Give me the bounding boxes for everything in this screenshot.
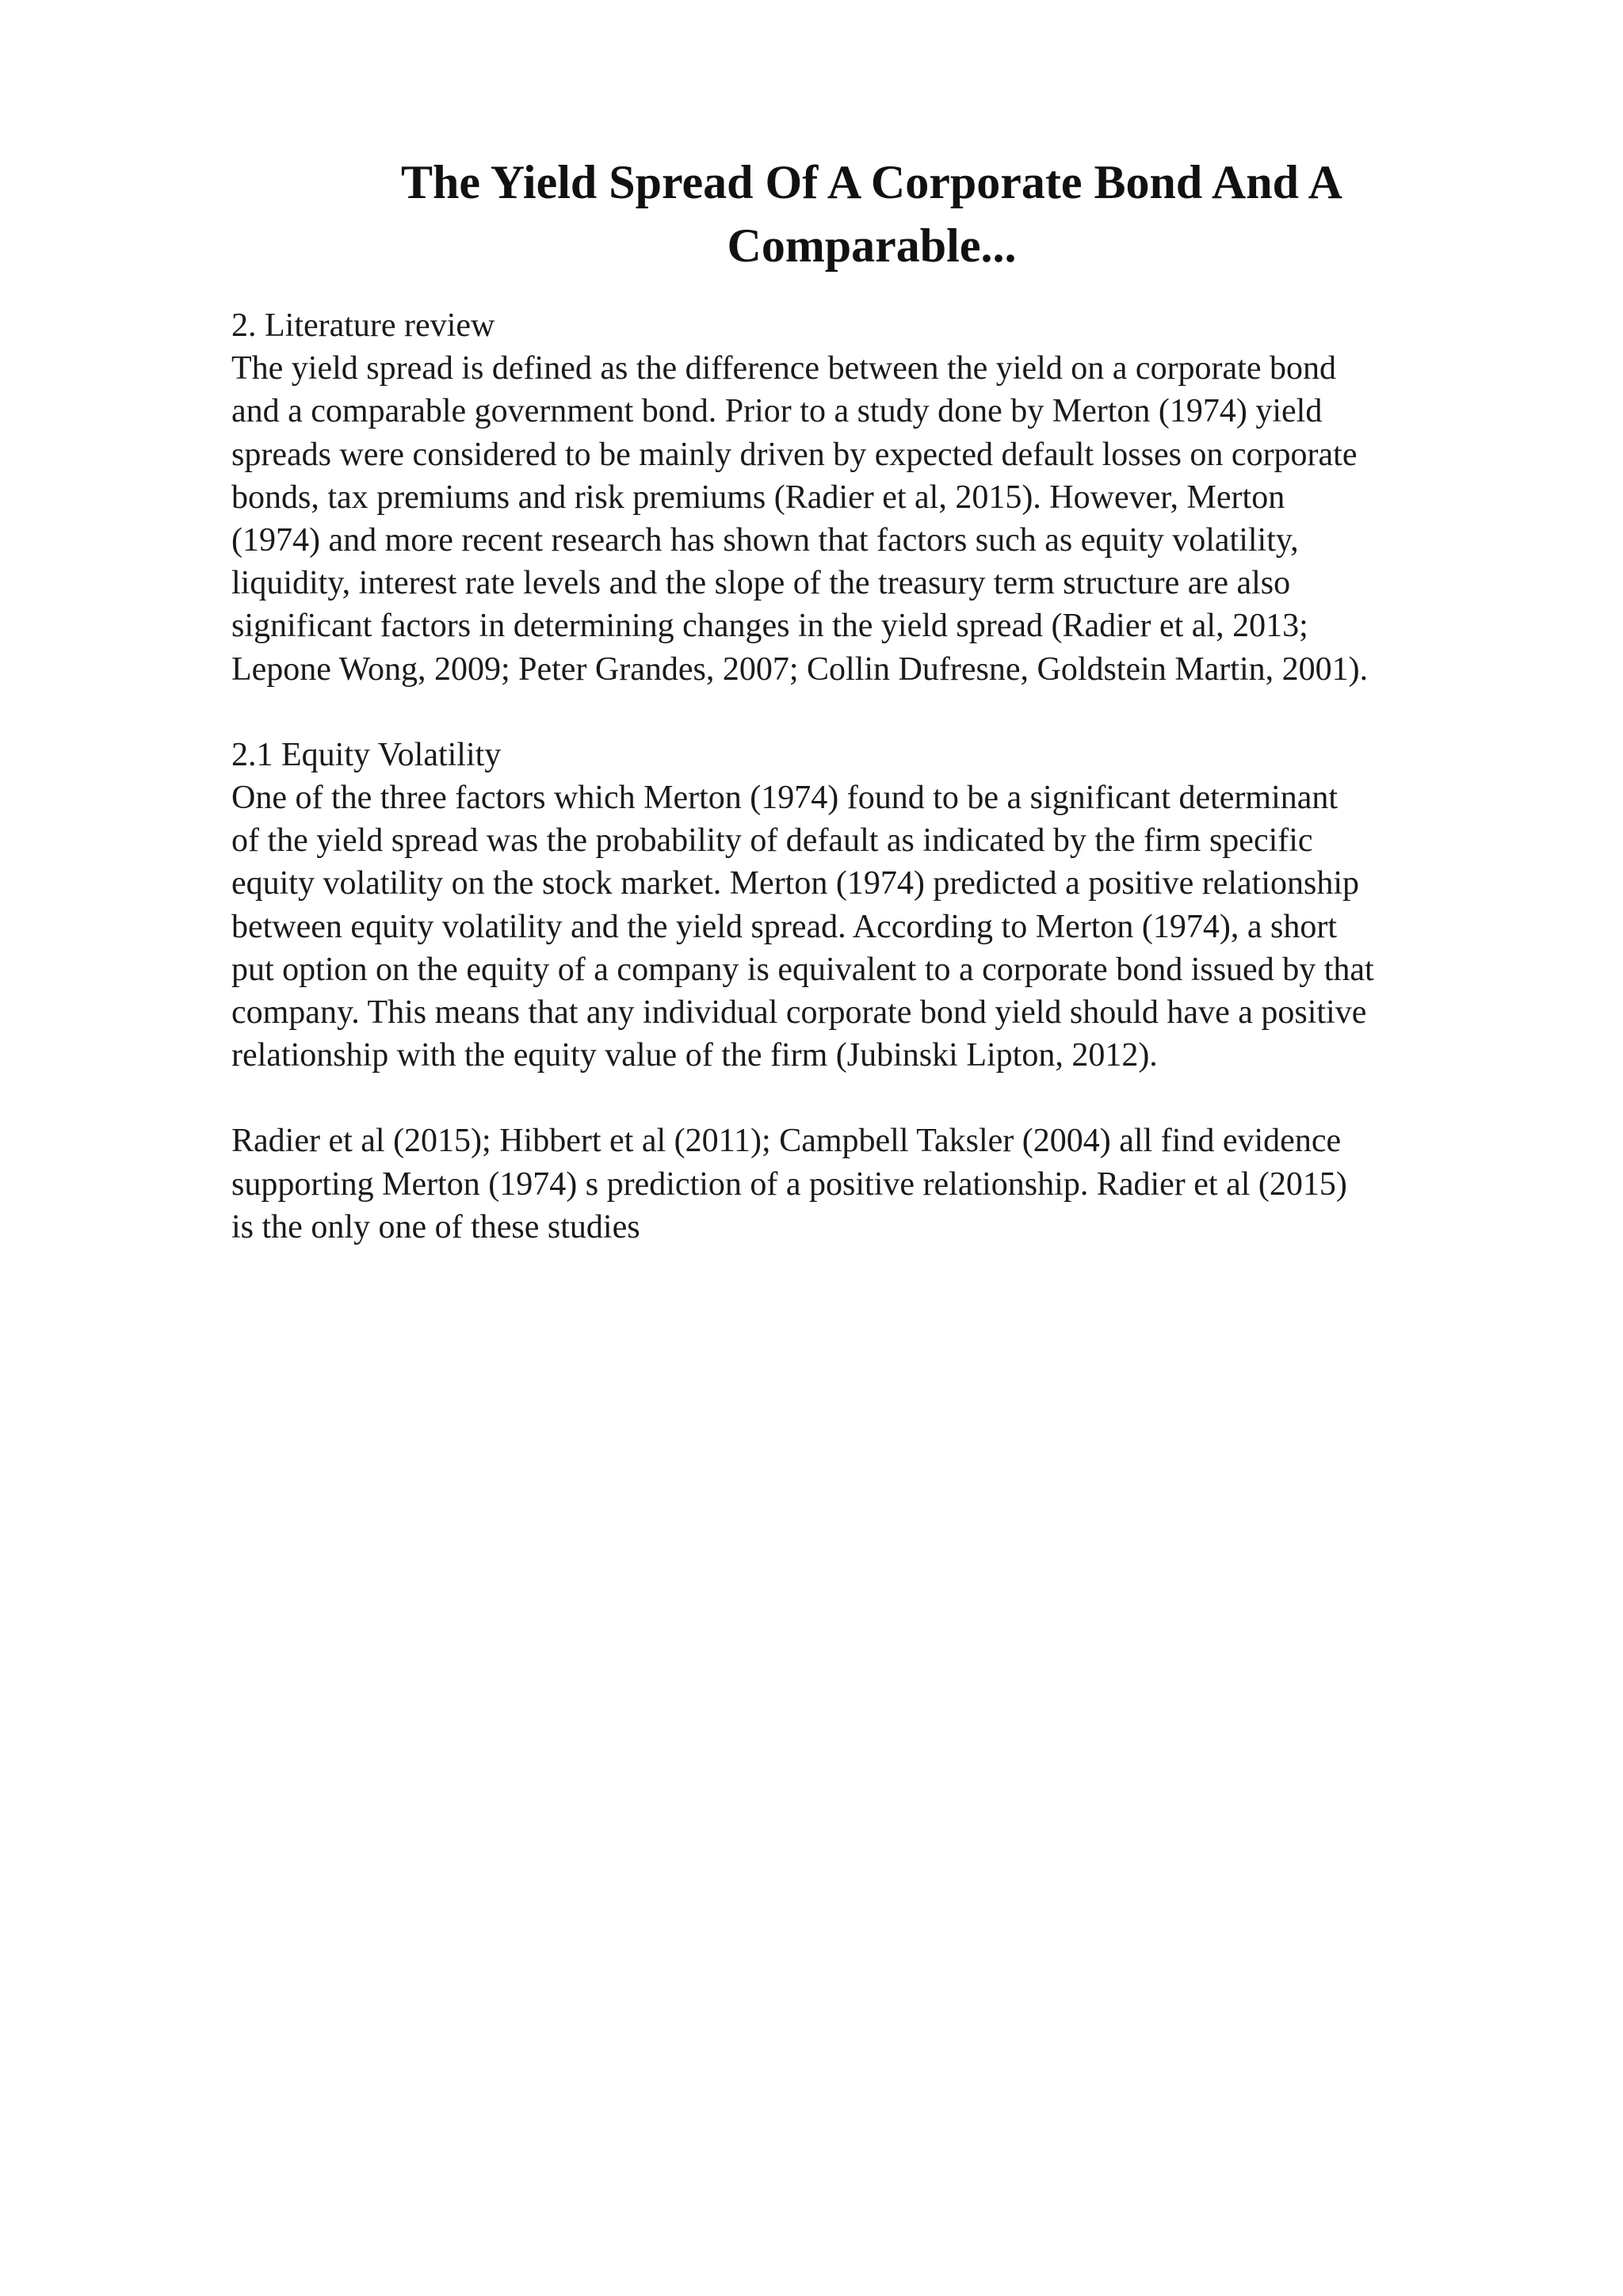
document-body <box>231 304 1531 1249</box>
paragraph-line: significant factors in determining changes in the yield spread (Radier et al, 2013; <box>231 608 1308 645</box>
paragraph-line: supporting Merton (1974) s prediction of a positive relationship. Radier et al (2015) <box>231 1165 1347 1203</box>
section-literature-review <box>231 304 1531 691</box>
document-title <box>230 151 1514 277</box>
paragraph-line: and a comparable government bond. Prior to a study done by Merton (1974) yield <box>231 393 1323 430</box>
section-heading: 2.1 Equity Volatility <box>231 736 502 773</box>
title-line-1: The Yield Spread Of A Corporate Bond And A <box>401 156 1342 208</box>
paragraph-line: put option on the equity of a company is equivalent to a corporate bond issued by that <box>231 951 1374 988</box>
section-heading: 2. Literature review <box>231 307 495 344</box>
paragraph-line: One of the three factors which Merton (1974) found to be a significant determinant <box>231 780 1338 817</box>
paragraph-line: company. This means that any individual corporate bond yield should have a positive <box>231 994 1367 1032</box>
paragraph-line: liquidity, interest rate levels and the slope of the treasury term structure are also <box>231 565 1291 602</box>
paragraph-line: bonds, tax premiums and risk premiums (Radier et al, 2015). However, Merton <box>231 479 1285 516</box>
section-equity-volatility <box>231 734 1531 1077</box>
paragraph-line: The yield spread is defined as the difference between the yield on a corporate bond <box>231 350 1336 387</box>
title-line-2: Comparable... <box>727 219 1017 272</box>
paragraph-line: is the only one of these studies <box>231 1208 640 1245</box>
paragraph-line: relationship with the equity value of the firm (Jubinski Lipton, 2012). <box>231 1037 1158 1074</box>
paragraph-line: spreads were considered to be mainly driven by expected default losses on corporate <box>231 436 1358 473</box>
paragraph-line: Radier et al (2015); Hibbert et al (2011); Campbell Taksler (2004) all find evidence <box>231 1123 1342 1160</box>
paragraph-line: equity volatility on the stock market. Merton (1974) predicted a positive relationship <box>231 865 1359 902</box>
paragraph-line: (1974) and more recent research has shown that factors such as equity volatility, <box>231 522 1299 559</box>
paragraph-line: Lepone Wong, 2009; Peter Grandes, 2007; Collin Dufresne, Goldstein Martin, 2001). <box>231 650 1369 688</box>
paragraph-line: of the yield spread was the probability of default as indicated by the firm specific <box>231 822 1313 860</box>
paragraph-line: between equity volatility and the yield spread. According to Merton (1974), a short <box>231 908 1337 945</box>
section-supporting-evidence <box>231 1119 1531 1249</box>
